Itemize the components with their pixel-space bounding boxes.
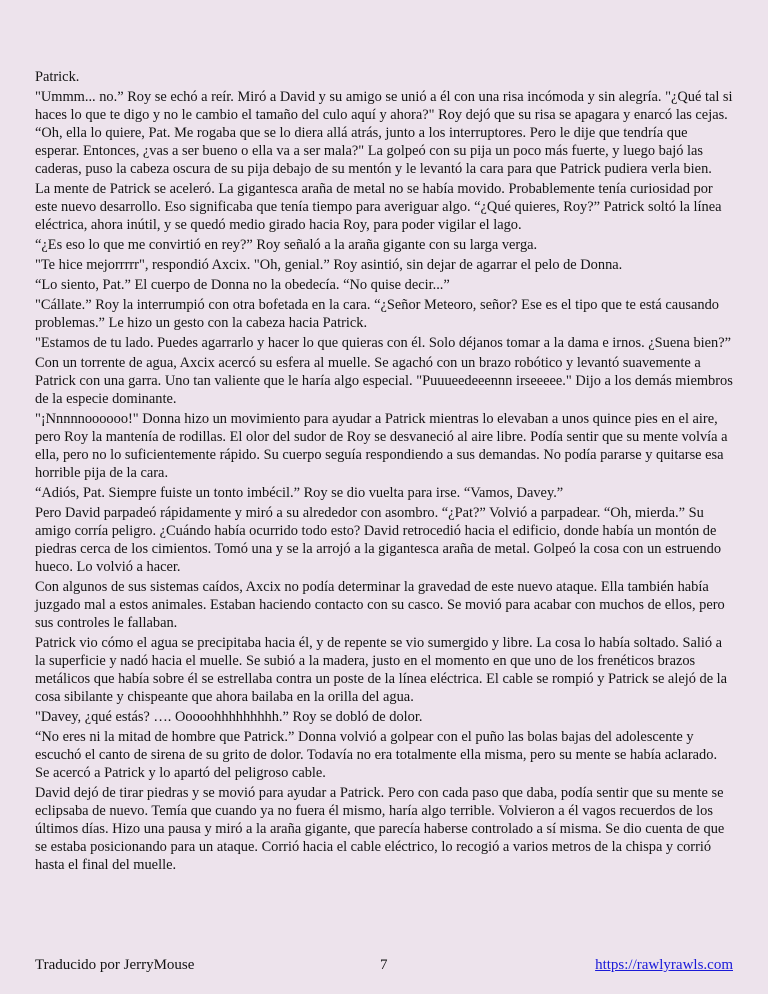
paragraph: “Lo siento, Pat.” El cuerpo de Donna no la obedecía. “No quise decir...” bbox=[35, 277, 450, 293]
paragraph: Con algunos de sus sistemas caídos, Axcix no podía determinar la gravedad de este nuevo ataque. Ella también había juzgado mal a estos animales. Estaban haciendo contacto con su casco. Se movió para acabar con muchos de ellos, pero sus controles le fallaban. bbox=[35, 579, 725, 631]
paragraph: “Adiós, Pat. Siempre fuiste un tonto imbécil.” Roy se dio vuelta para irse. “Vamos, Davey.” bbox=[35, 485, 564, 501]
page-footer bbox=[35, 955, 733, 975]
paragraph: "Te hice mejorrrrr", respondió Axcix. "Oh, genial.” Roy asintió, sin dejar de agarrar el pelo de Donna. bbox=[35, 257, 623, 273]
paragraph: "Cállate.” Roy la interrumpió con otra bofetada en la cara. “¿Señor Meteoro, señor? Ese es el tipo que te está causando problemas.” Le hizo un gesto con la cabeza hacia Patrick. bbox=[35, 297, 719, 331]
paragraph: "Davey, ¿qué estás? …. Ooooohhhhhhhhh.” Roy se dobló de dolor. bbox=[35, 709, 423, 725]
paragraph: “¿Es eso lo que me convirtió en rey?” Roy señaló a la araña gigante con su larga verga. bbox=[35, 237, 538, 253]
page-number: 7 bbox=[380, 957, 388, 973]
paragraph: La mente de Patrick se aceleró. La gigantesca araña de metal no se había movido. Probablemente tenía curiosidad por este nuevo desarrollo. Eso significaba que tenía tiempo para averiguar algo. “¿Qué quieres, Roy?” Patrick soltó la línea eléctrica, ahora inútil, y se quedó medio girado hacia Roy, para poder vigilar el lago. bbox=[35, 181, 722, 233]
paragraph: “No eres ni la mitad de hombre que Patrick.” Donna volvió a golpear con el puño las bolas bajas del adolescente y escuchó el canto de sirena de su grito de dolor. Todavía no era totalmente ella misma, pero su mente se había aclarado. Se acercó a Patrick y lo apartó del peligroso cable. bbox=[35, 729, 718, 781]
story-text bbox=[35, 68, 735, 876]
paragraph: David dejó de tirar piedras y se movió para ayudar a Patrick. Pero con cada paso que daba, podía sentir que su mente se eclipsaba de nuevo. Temía que cuando ya no fuera él mismo, haría algo terrible. Volvieron a él vagos recuerdos de los últimos días. Hizo una pausa y miró a la araña gigante, que parecía haberse controlado a sí misma. Se dio cuenta de que se estaba posicionando para un ataque. Corrió hacia el cable eléctrico, lo recogió a varios metros de la chispa y corrió hasta el final del muelle. bbox=[35, 785, 725, 873]
paragraph: Patrick vio cómo el agua se precipitaba hacia él, y de repente se vio sumergido y libre. La cosa lo había soltado. Salió a la superficie y nadó hacia el muelle. Se subió a la madera, justo en el momento en que uno de los frenéticos brazos metálicos que había sobre él se estrellaba contra un poste de la línea eléctrica. El cable se rompió y Patrick se alejó de la cosa sibilante y chispeante que ahora bailaba en la orilla del agua. bbox=[35, 635, 728, 705]
website-link[interactable]: https://rawlyrawls.com bbox=[595, 957, 733, 973]
paragraph: Pero David parpadeó rápidamente y miró a su alrededor con asombro. “¿Pat?” Volvió a parpadear. “Oh, mierda.” Su amigo corría peligro. ¿Cuándo había ocurrido todo esto? David retrocedió hacia el edificio, donde había un montón de piedras cerca de los cimientos. Tomó una y se la arrojó a la gigantesca araña de metal. Golpeó la cosa con un estruendo hueco. Lo volvió a hacer. bbox=[35, 505, 722, 575]
paragraph: "Estamos de tu lado. Puedes agarrarlo y hacer lo que quieras con él. Solo déjanos tomar a la dama e irnos. ¿Suena bien?” bbox=[35, 335, 731, 351]
paragraph: Patrick. bbox=[35, 69, 80, 85]
paragraph: "Ummm... no.” Roy se echó a reír. Miró a David y su amigo se unió a él con una risa incómoda y sin alegría. "¿Qué tal si haces lo que te digo y no le cambio el tamaño del culo aquí y ahora?" Roy dejó que su risa se apagara y enarcó las cejas. “Oh, ella lo quiere, Pat. Me rogaba que se lo diera allá atrás, junto a los interruptores. Pero le dije que tendría que esperar. Entonces, ¿vas a ser bueno o ella va a ser mala?" La golpeó con su pija un poco más fuerte, y luego bajó las caderas, puso la cabeza oscura de su pija debajo de su mentón y le levantó la cara para que Patrick pudiera verla bien. bbox=[35, 89, 733, 177]
translator-credit: Traducido por JerryMouse bbox=[35, 957, 195, 973]
paragraph: "¡Nnnnnoooooo!" Donna hizo un movimiento para ayudar a Patrick mientras lo elevaban a unos quince pies en el aire, pero Roy la mantenía de rodillas. El olor del sudor de Roy se desvaneció al aire libre. Podía sentir que su mente volvía a ella, pero no lo suficientemente rápido. Su cuerpo seguía respondiendo a sus demandas. No podía pararse y quitarse esa horrible pija de la cara. bbox=[35, 411, 728, 481]
paragraph: Con un torrente de agua, Axcix acercó su esfera al muelle. Se agachó con un brazo robótico y levantó suavemente a Patrick con una garra. Uno tan valiente que le haría algo especial. "Puuueedeeennn irseeeee." Dijo a los demás miembros de la especie dominante. bbox=[35, 355, 733, 407]
